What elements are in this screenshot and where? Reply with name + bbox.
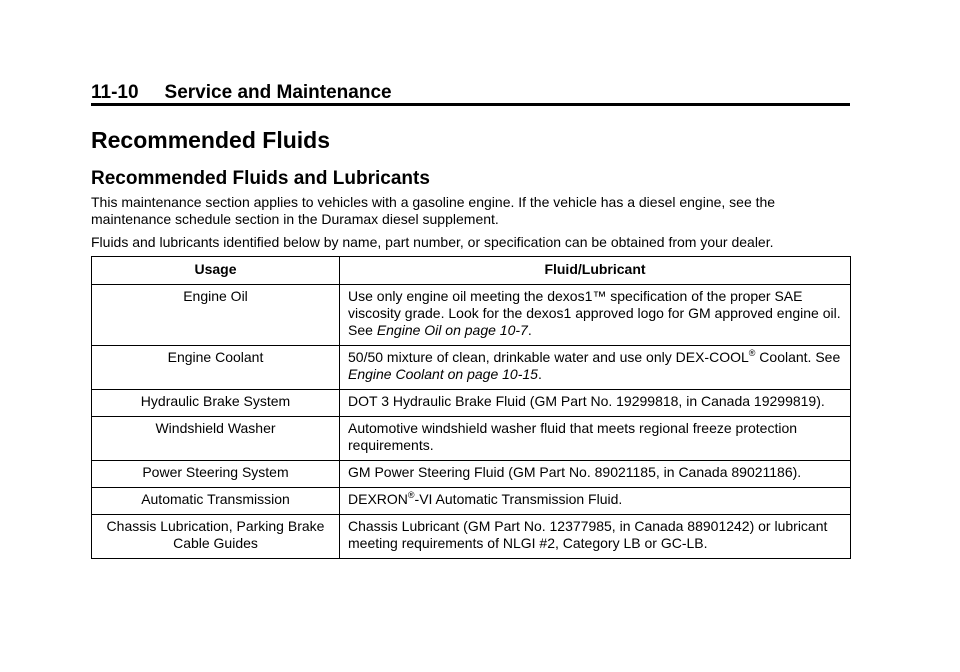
fluid-text-cont: -VI Automatic Transmission Fluid. <box>414 491 623 507</box>
fluids-table <box>91 256 851 559</box>
fluid-text-end: . <box>527 322 532 338</box>
page-header <box>91 82 850 104</box>
page-number: 11-10 <box>91 82 139 103</box>
table-header-row <box>92 257 851 285</box>
header-rule <box>91 103 850 106</box>
usage-cell: Automatic Transmission <box>92 488 340 515</box>
table-row <box>92 390 851 417</box>
table-row <box>92 346 851 390</box>
registered-mark: ® <box>748 348 756 358</box>
fluid-text-end: . <box>537 366 542 382</box>
registered-mark: ® <box>407 490 415 500</box>
page-reference-link[interactable]: Engine Oil on page 10-7 <box>376 322 528 338</box>
fluid-text: Use only engine oil meeting the dexos1™ specification of the proper SAE viscosity grade. Look for the dexos1 approved logo for GM approved engine oil. See <box>348 288 841 338</box>
intro-paragraph: This maintenance section applies to vehicles with a gasoline engine. If the vehicle has a diesel engine, see the maintenance schedule section in the Duramax diesel supplement. <box>91 194 776 227</box>
table-row <box>92 285 851 346</box>
page-reference-link[interactable]: Engine Coolant on page 10-15 <box>348 366 538 382</box>
table-row <box>92 461 851 488</box>
table-row <box>92 417 851 461</box>
usage-cell: Engine Oil <box>92 285 340 346</box>
table-row <box>92 488 851 515</box>
fluid-cell: GM Power Steering Fluid (GM Part No. 89021185, in Canada 89021186). <box>340 461 851 488</box>
usage-cell: Windshield Washer <box>92 417 340 461</box>
fluid-text: 50/50 mixture of clean, drinkable water and use only DEX-COOL <box>348 349 749 365</box>
column-header-fluid: Fluid/Lubricant <box>340 257 851 285</box>
fluid-cell <box>340 488 851 515</box>
fluid-cell <box>340 285 851 346</box>
column-header-usage: Usage <box>92 257 340 285</box>
usage-cell: Power Steering System <box>92 461 340 488</box>
usage-cell: Chassis Lubrication, Parking Brake Cable Guides <box>92 515 340 559</box>
fluid-cell: Automotive windshield washer fluid that meets regional freeze protection requirements. <box>340 417 851 461</box>
fluid-cell <box>340 346 851 390</box>
table-row <box>92 515 851 559</box>
section-subtitle: Recommended Fluids and Lubricants <box>91 168 430 189</box>
page-title: Recommended Fluids <box>91 127 330 153</box>
usage-cell: Engine Coolant <box>92 346 340 390</box>
fluid-text: DEXRON <box>348 491 408 507</box>
section-title: Service and Maintenance <box>164 82 392 103</box>
fluid-text-cont: Coolant. See <box>755 349 841 365</box>
usage-cell: Hydraulic Brake System <box>92 390 340 417</box>
fluid-cell: DOT 3 Hydraulic Brake Fluid (GM Part No. 19299818, in Canada 19299819). <box>340 390 851 417</box>
dealer-paragraph: Fluids and lubricants identified below by name, part number, or specification can be obtained from your dealer. <box>91 234 774 250</box>
fluid-cell: Chassis Lubricant (GM Part No. 12377985, in Canada 88901242) or lubricant meeting requirements of NLGI #2, Category LB or GC-LB. <box>340 515 851 559</box>
